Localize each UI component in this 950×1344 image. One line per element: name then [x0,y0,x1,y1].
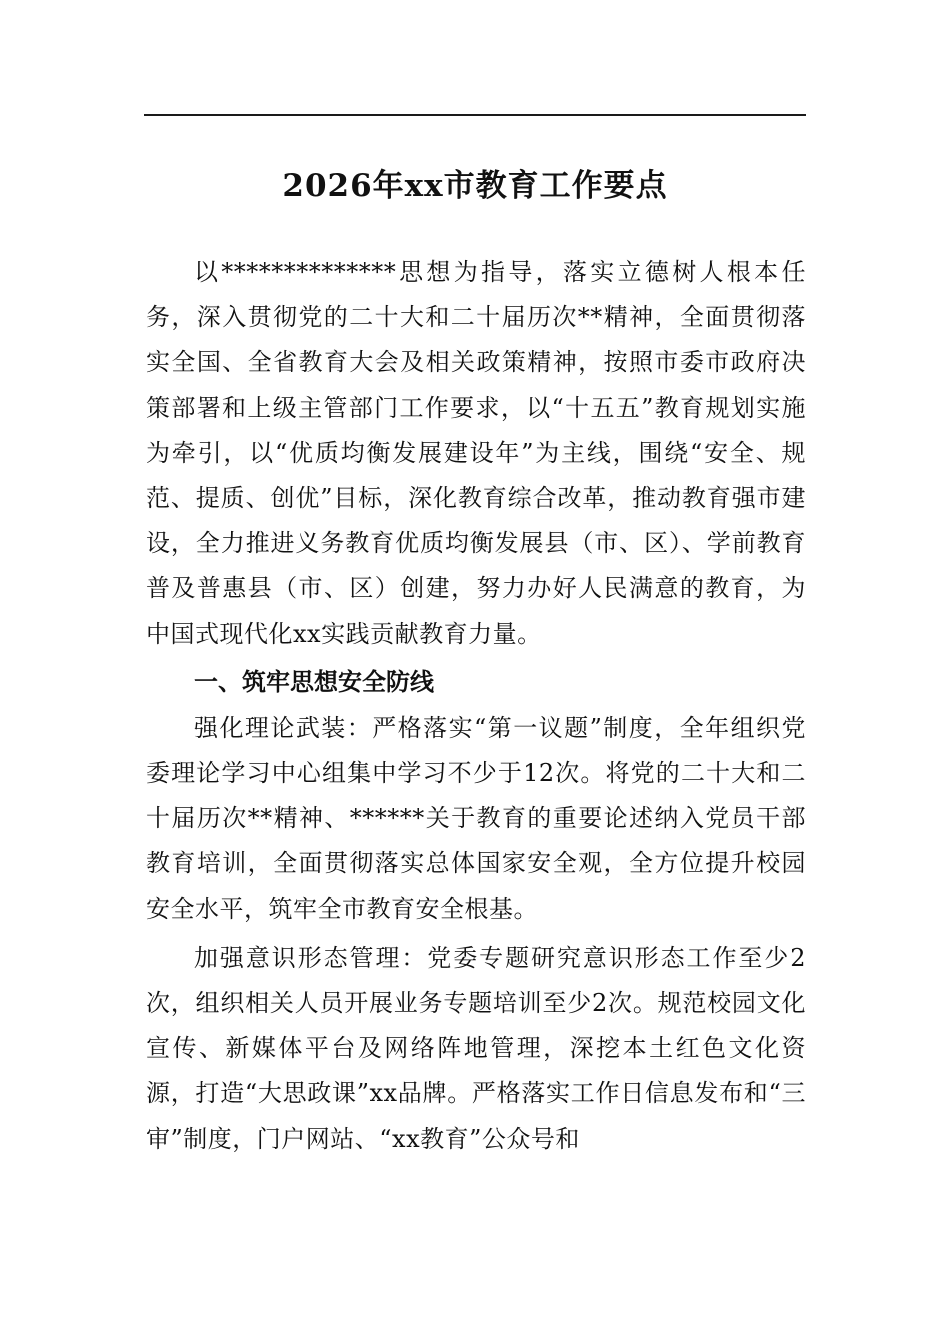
section-paragraph-ideology: 加强意识形态管理：党委专题研究意识形态工作至少2次，组织相关人员开展业务专题培训至少2次。规范校园文化宣传、新媒体平台及网络阵地管理，深挖本土红色文化资源，打造“大思政课”xx品牌。严格落实工作日信息发布和“三审”制度，门户网站、“xx教育”公众号和 [146,943,806,1153]
intro-paragraph: 以**************思想为指导，落实立德树人根本任务，深入贯彻党的二十大和二十届历次**精神，全面贯彻落实全国、全省教育大会及相关政策精神，按照市委市政府决策部署和上级主管部门工作要求，以“十五五”教育规划实施为牵引，以“优质均衡发展建设年”为主线，围绕“安全、规范、提质、创优”目标，深化教育综合改革，推动教育强市建设，全力推进义务教育优质均衡发展县（市、区）、学前教育普及普惠县（市、区）创建，努力办好人民满意的教育，为中国式现代化xx实践贡献教育力量。 [146,258,806,648]
header-rule [144,114,806,116]
document-title: 2026年xx市教育工作要点 [282,168,668,204]
section-paragraph-theory: 强化理论武装：严格落实“第一议题”制度，全年组织党委理论学习中心组集中学习不少于12次。将党的二十大和二十届历次**精神、******关于教育的重要论述纳入党员干部教育培训，全面贯彻落实总体国家安全观，全方位提升校园安全水平，筑牢全市教育安全根基。 [146,713,806,923]
document-body [146,250,806,1162]
section-heading: 一、筑牢思想安全防线 [194,667,434,696]
